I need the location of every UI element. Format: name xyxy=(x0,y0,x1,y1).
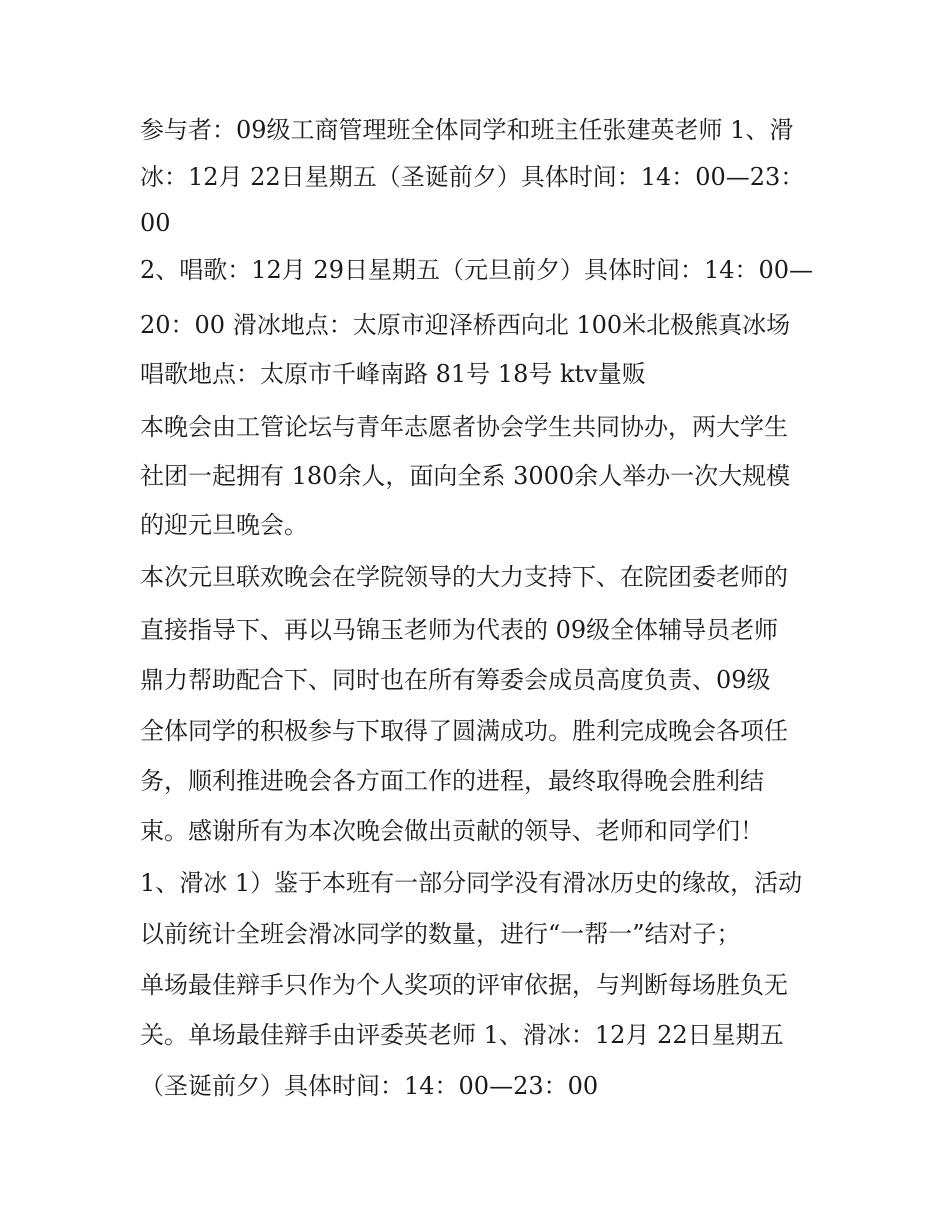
text-line-15: 束。感谢所有为本次晚会做出贡献的领导、老师和同学们！ xyxy=(140,817,764,845)
text-line-3: 00 xyxy=(140,209,171,237)
text-line-20: （圣诞前夕）具体时间：14：00—23：00 xyxy=(140,1072,599,1100)
text-line-5: 20：00 滑冰地点：太原市迎泽桥西向北 100米北极熊真冰场 xyxy=(140,311,791,339)
text-line-6: 唱歌地点：太原市千峰南路 81号 18号 ktv量贩 xyxy=(140,360,646,388)
text-line-1: 参与者：09级工商管理班全体同学和班主任张建英老师 1、滑 xyxy=(140,116,794,144)
text-line-11: 直接指导下、再以马锦玉老师为代表的 09级全体辅导员老师 xyxy=(140,616,779,644)
text-line-2: 冰：12月 22日星期五（圣诞前夕）具体时间：14：00—23： xyxy=(140,163,805,191)
text-line-16: 1、滑冰 1）鉴于本班有一部分同学没有滑冰历史的缘故，活动 xyxy=(140,869,803,897)
text-line-18: 单场最佳辩手只作为个人奖项的评审依据，与判断每场胜负无 xyxy=(140,971,788,999)
text-line-17: 以前统计全班会滑冰同学的数量，进行“一帮一”结对子； xyxy=(140,920,741,948)
text-line-10: 本次元旦联欢晚会在学院领导的大力支持下、在院团委老师的 xyxy=(140,563,788,591)
text-line-19: 关。单场最佳辩手由评委英老师 1、滑冰：12月 22日星期五 xyxy=(140,1021,784,1049)
text-line-4: 2、唱歌：12月 29日星期五（元旦前夕）具体时间：14：00— xyxy=(140,256,814,284)
text-line-14: 务，顺利推进晚会各方面工作的进程，最终取得晚会胜利结 xyxy=(140,767,764,795)
text-line-7: 本晚会由工管论坛与青年志愿者协会学生共同协办，两大学生 xyxy=(140,413,788,441)
text-line-13: 全体同学的积极参与下取得了圆满成功。胜利完成晚会各项任 xyxy=(140,717,788,745)
text-line-9: 的迎元旦晚会。 xyxy=(140,511,308,539)
text-line-12: 鼎力帮助配合下、同时也在所有筹委会成员高度负责、09级 xyxy=(140,666,771,694)
text-line-8: 社团一起拥有 180余人，面向全系 3000余人举办一次大规模 xyxy=(140,462,791,490)
